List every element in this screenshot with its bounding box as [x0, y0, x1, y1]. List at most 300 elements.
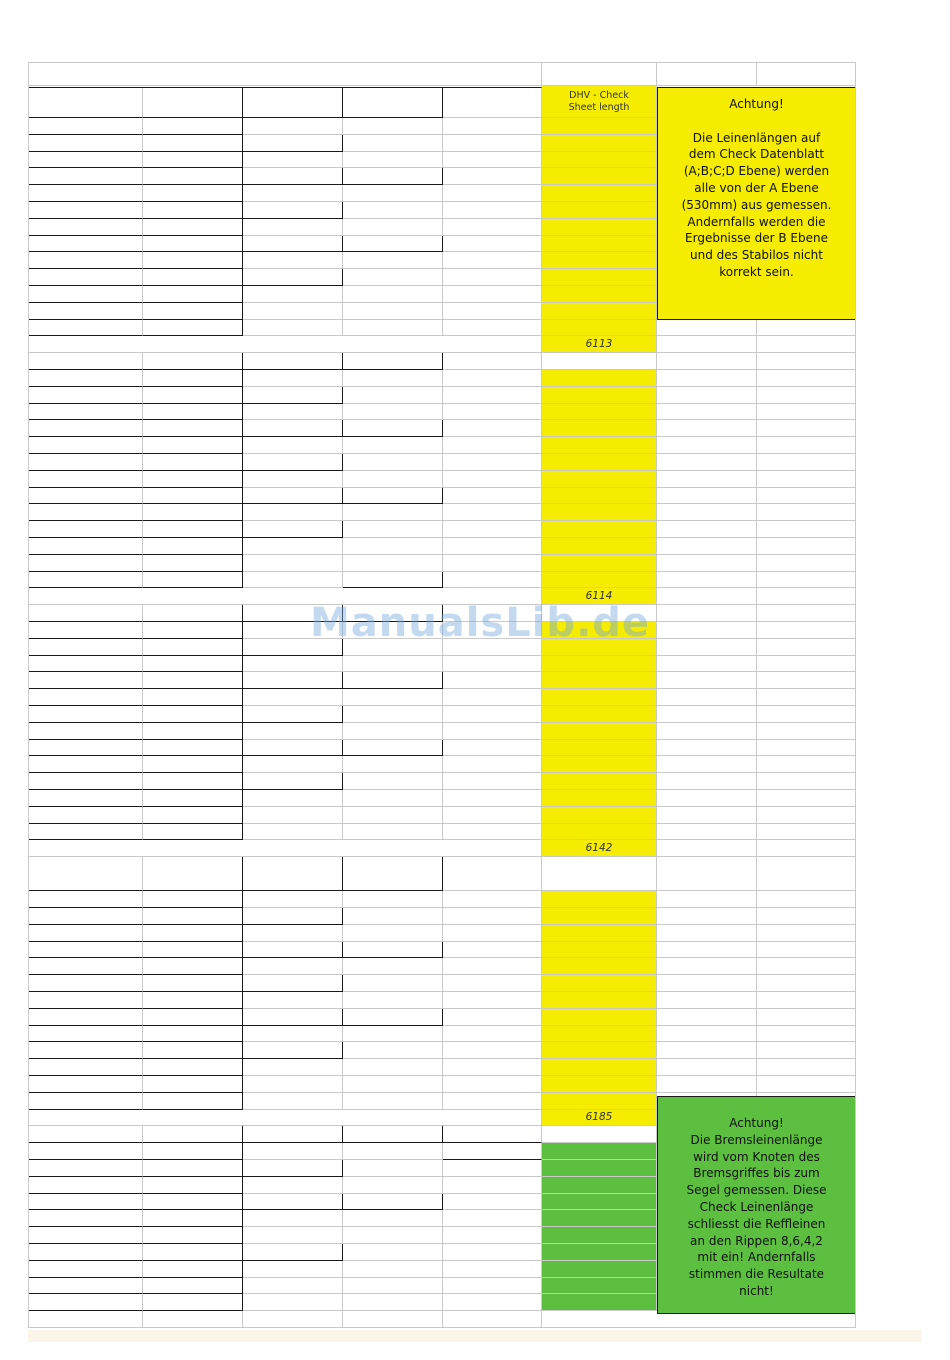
blank-cell	[757, 454, 856, 471]
value-cell	[143, 639, 243, 656]
value-cell	[443, 185, 542, 202]
check-length-cell	[542, 236, 657, 253]
check-length-cell	[542, 471, 657, 488]
value-cell	[343, 1026, 443, 1043]
value-cell	[443, 656, 542, 673]
value-cell	[443, 807, 542, 824]
row-label	[28, 437, 143, 454]
check-length-cell	[542, 420, 657, 437]
value-cell	[443, 420, 542, 437]
blank-cell	[757, 891, 856, 908]
value-cell	[343, 958, 443, 975]
blank-cell	[657, 756, 757, 773]
blank-cell	[343, 1311, 443, 1328]
blank-cell	[757, 790, 856, 807]
value-cell	[443, 521, 542, 538]
value-cell	[343, 219, 443, 236]
value-cell	[143, 656, 243, 673]
value-cell	[343, 471, 443, 488]
value-cell	[443, 740, 542, 757]
value-cell	[243, 740, 343, 757]
check-length-cell	[542, 807, 657, 824]
value-cell	[143, 420, 243, 437]
value-cell	[343, 1160, 443, 1177]
value-cell	[343, 370, 443, 387]
row-label	[28, 1261, 143, 1278]
check-length-cell	[542, 303, 657, 320]
row-label	[28, 773, 143, 790]
row-label	[28, 958, 143, 975]
value-cell	[143, 908, 243, 925]
value-cell	[443, 1126, 542, 1143]
value-cell	[243, 168, 343, 185]
value-cell	[243, 236, 343, 253]
blank-cell	[657, 437, 757, 454]
value-cell	[143, 437, 243, 454]
value-cell	[243, 891, 343, 908]
value-cell	[443, 672, 542, 689]
value-cell	[143, 504, 243, 521]
value-cell	[343, 656, 443, 673]
check-length-cell	[542, 790, 657, 807]
blank-cell	[657, 740, 757, 757]
row-label	[28, 1143, 143, 1160]
blank-cell	[657, 992, 757, 1009]
value-cell	[243, 1244, 343, 1261]
value-cell	[343, 1194, 443, 1211]
row-label	[28, 269, 143, 286]
check-length-cell	[542, 1261, 657, 1278]
row-label	[28, 555, 143, 572]
value-cell	[243, 1042, 343, 1059]
value-cell	[443, 908, 542, 925]
value-cell	[443, 1042, 542, 1059]
value-cell	[243, 269, 343, 286]
value-cell	[443, 471, 542, 488]
check-length-cell	[542, 370, 657, 387]
check-length-cell	[542, 219, 657, 236]
value-cell	[343, 454, 443, 471]
value-cell	[343, 672, 443, 689]
value-cell	[443, 891, 542, 908]
value-cell	[143, 1076, 243, 1093]
row-label	[28, 975, 143, 992]
blank-cell	[757, 521, 856, 538]
value-cell	[343, 1294, 443, 1311]
value-cell	[243, 404, 343, 421]
check-length-cell	[542, 1126, 657, 1143]
check-length-cell	[542, 353, 657, 370]
value-cell	[443, 975, 542, 992]
value-cell	[143, 353, 243, 370]
row-label	[28, 1278, 143, 1295]
check-length-cell	[542, 1227, 657, 1244]
check-length-cell	[542, 135, 657, 152]
blank-cell	[757, 622, 856, 639]
blank-cell	[657, 840, 757, 857]
check-cell: 6142	[542, 840, 657, 857]
value-cell	[143, 756, 243, 773]
row-label	[28, 152, 143, 169]
value-cell	[443, 1093, 542, 1110]
blank-cell	[657, 471, 757, 488]
value-cell	[243, 252, 343, 269]
value-cell	[143, 689, 243, 706]
row-label	[28, 1026, 143, 1043]
row-label	[28, 168, 143, 185]
value-cell	[443, 925, 542, 942]
row-label	[28, 454, 143, 471]
row-label	[28, 857, 143, 891]
blank-cell	[757, 1076, 856, 1093]
value-cell	[343, 1261, 443, 1278]
value-cell	[143, 807, 243, 824]
value-cell	[143, 958, 243, 975]
section-title	[28, 840, 542, 857]
value-cell	[443, 1244, 542, 1261]
value-cell	[243, 1026, 343, 1043]
row-label	[28, 723, 143, 740]
value-cell	[143, 1059, 243, 1076]
blank-cell	[657, 639, 757, 656]
value-cell	[243, 756, 343, 773]
value-cell	[343, 555, 443, 572]
value-cell	[243, 1278, 343, 1295]
value-cell	[343, 1059, 443, 1076]
blank-cell	[657, 370, 757, 387]
value-cell	[343, 152, 443, 169]
check-length-cell	[542, 1194, 657, 1211]
value-cell	[243, 723, 343, 740]
blank-cell	[657, 689, 757, 706]
value-cell	[443, 1143, 542, 1160]
blank-cell	[657, 336, 757, 353]
row-label	[28, 370, 143, 387]
value-cell	[443, 1009, 542, 1026]
value-cell	[443, 320, 542, 337]
blank-cell	[657, 1042, 757, 1059]
value-cell	[443, 723, 542, 740]
check-length-cell	[542, 454, 657, 471]
blank-cell	[757, 1009, 856, 1026]
value-cell	[443, 1194, 542, 1211]
blank-cell	[657, 857, 757, 891]
value-cell	[143, 185, 243, 202]
value-cell	[343, 252, 443, 269]
check-length-cell	[542, 706, 657, 723]
blank-cell	[757, 689, 856, 706]
row-label	[28, 908, 143, 925]
check-length-cell	[542, 504, 657, 521]
value-cell	[243, 672, 343, 689]
blank-cell	[757, 420, 856, 437]
blank-cell	[757, 504, 856, 521]
value-cell	[443, 404, 542, 421]
value-cell	[243, 353, 343, 370]
value-cell	[443, 756, 542, 773]
blank-cell	[757, 908, 856, 925]
blank-cell	[757, 320, 856, 337]
blank-cell	[143, 1311, 243, 1328]
value-cell	[143, 387, 243, 404]
value-cell	[243, 521, 343, 538]
value-cell	[243, 689, 343, 706]
blank-cell	[657, 320, 757, 337]
value-cell	[343, 236, 443, 253]
value-cell	[343, 1126, 443, 1143]
row-label	[28, 504, 143, 521]
row-label	[28, 1227, 143, 1244]
row-label	[28, 303, 143, 320]
check-cell: 6113	[542, 336, 657, 353]
check-length-cell	[542, 168, 657, 185]
row-label	[28, 202, 143, 219]
value-cell	[343, 790, 443, 807]
check-length-cell	[542, 185, 657, 202]
value-cell	[343, 1042, 443, 1059]
value-cell	[143, 135, 243, 152]
value-cell	[343, 118, 443, 135]
value-cell	[143, 723, 243, 740]
blank-cell	[657, 773, 757, 790]
page-bottom-strip	[28, 1330, 922, 1342]
value-cell	[143, 471, 243, 488]
value-cell	[343, 1227, 443, 1244]
row-label	[28, 1160, 143, 1177]
value-cell	[143, 622, 243, 639]
value-cell	[143, 740, 243, 757]
row-label	[28, 622, 143, 639]
value-cell	[243, 807, 343, 824]
value-cell	[343, 437, 443, 454]
check-length-cell	[542, 286, 657, 303]
check-length-cell	[542, 1177, 657, 1194]
blank-cell	[757, 336, 856, 353]
value-cell	[143, 1227, 243, 1244]
value-cell	[143, 824, 243, 841]
blank-cell	[757, 840, 856, 857]
blank-cell	[657, 723, 757, 740]
blank-cell	[757, 807, 856, 824]
value-cell	[143, 488, 243, 505]
value-cell	[143, 857, 243, 891]
check-length-cell	[542, 656, 657, 673]
check-length-cell	[542, 1278, 657, 1295]
blank-cell	[657, 908, 757, 925]
value-cell	[243, 152, 343, 169]
value-cell	[443, 135, 542, 152]
value-cell	[443, 773, 542, 790]
blank-cell	[757, 706, 856, 723]
value-cell	[143, 1210, 243, 1227]
blank-cell	[757, 370, 856, 387]
value-cell	[443, 252, 542, 269]
value-cell	[443, 790, 542, 807]
check-length-cell	[542, 975, 657, 992]
value-cell	[343, 1093, 443, 1110]
check-length-cell	[542, 118, 657, 135]
value-cell	[443, 118, 542, 135]
row-label	[28, 572, 143, 589]
blank-cell	[657, 588, 757, 605]
row-label	[28, 807, 143, 824]
value-cell	[343, 807, 443, 824]
value-cell	[143, 538, 243, 555]
value-cell	[243, 1294, 343, 1311]
blank-cell	[443, 1311, 542, 1328]
blank-cell	[757, 723, 856, 740]
blank-cell	[657, 790, 757, 807]
value-cell	[243, 1076, 343, 1093]
value-cell	[243, 1160, 343, 1177]
section-title	[28, 1110, 542, 1127]
blank-cell	[757, 857, 856, 891]
value-cell	[143, 269, 243, 286]
value-cell	[243, 1059, 343, 1076]
value-cell	[143, 303, 243, 320]
row-label	[28, 1076, 143, 1093]
value-cell	[143, 1244, 243, 1261]
value-cell	[343, 975, 443, 992]
value-cell	[243, 975, 343, 992]
check-length-cell	[542, 202, 657, 219]
value-cell	[343, 135, 443, 152]
value-cell	[243, 572, 343, 589]
check-length-cell	[542, 1009, 657, 1026]
blank-cell	[757, 824, 856, 841]
blank-cell	[757, 958, 856, 975]
blank-cell	[657, 454, 757, 471]
blank-cell	[757, 639, 856, 656]
check-length-cell	[542, 925, 657, 942]
blank-cell	[757, 1059, 856, 1076]
check-length-cell	[542, 404, 657, 421]
check-length-cell	[542, 387, 657, 404]
row-label	[28, 185, 143, 202]
value-cell	[143, 252, 243, 269]
value-cell	[243, 437, 343, 454]
check-length-cell	[542, 437, 657, 454]
check-length-cell	[542, 252, 657, 269]
row-label	[28, 605, 143, 622]
value-cell	[243, 908, 343, 925]
blank-cell	[757, 975, 856, 992]
row-label	[28, 521, 143, 538]
value-cell	[143, 454, 243, 471]
check-cell: 6185	[542, 1110, 657, 1127]
blank-cell	[657, 807, 757, 824]
blank-cell	[657, 521, 757, 538]
value-cell	[243, 504, 343, 521]
value-cell	[343, 572, 443, 589]
check-length-cell	[542, 857, 657, 891]
value-cell	[143, 219, 243, 236]
value-cell	[343, 185, 443, 202]
check-length-cell	[542, 1143, 657, 1160]
value-cell	[243, 538, 343, 555]
check-cell: 6114	[542, 588, 657, 605]
value-cell	[443, 689, 542, 706]
check-length-cell	[542, 740, 657, 757]
blank-cell	[757, 773, 856, 790]
check-length-cell	[542, 572, 657, 589]
check-length-cell	[542, 1026, 657, 1043]
value-cell	[343, 1143, 443, 1160]
check-length-cell	[542, 152, 657, 169]
blank-cell	[657, 1009, 757, 1026]
blank-cell	[28, 1311, 143, 1328]
row-label	[28, 992, 143, 1009]
check-length-cell	[542, 1093, 657, 1110]
value-cell	[243, 471, 343, 488]
value-cell	[443, 1160, 542, 1177]
row-label	[28, 404, 143, 421]
row-label	[28, 1042, 143, 1059]
row-label	[28, 219, 143, 236]
value-cell	[443, 286, 542, 303]
blank-cell	[657, 605, 757, 622]
blank-cell	[757, 471, 856, 488]
blank-cell	[657, 942, 757, 959]
value-cell	[343, 1278, 443, 1295]
value-cell	[143, 202, 243, 219]
check-length-cell	[542, 1059, 657, 1076]
value-cell	[443, 88, 542, 118]
row-label	[28, 1009, 143, 1026]
value-cell	[443, 1026, 542, 1043]
section-title	[28, 70, 542, 88]
value-cell	[343, 689, 443, 706]
value-cell	[143, 942, 243, 959]
blank-cell	[657, 891, 757, 908]
row-label	[28, 118, 143, 135]
blank-cell	[657, 353, 757, 370]
check-length-cell	[542, 672, 657, 689]
value-cell	[243, 454, 343, 471]
check-length-cell	[542, 269, 657, 286]
blank-cell	[657, 1026, 757, 1043]
blank-cell	[657, 555, 757, 572]
value-cell	[343, 387, 443, 404]
blank-cell	[657, 1059, 757, 1076]
value-cell	[443, 303, 542, 320]
value-cell	[443, 504, 542, 521]
value-cell	[443, 168, 542, 185]
blank-cell	[657, 925, 757, 942]
value-cell	[343, 303, 443, 320]
value-cell	[143, 925, 243, 942]
value-cell	[143, 706, 243, 723]
check-length-cell	[542, 488, 657, 505]
value-cell	[243, 88, 343, 118]
value-cell	[143, 1143, 243, 1160]
value-cell	[143, 521, 243, 538]
value-cell	[243, 320, 343, 337]
value-cell	[443, 353, 542, 370]
value-cell	[143, 286, 243, 303]
value-cell	[443, 202, 542, 219]
blank-cell	[757, 942, 856, 959]
value-cell	[143, 992, 243, 1009]
check-length-cell	[542, 756, 657, 773]
blank-cell	[757, 672, 856, 689]
blank-cell	[243, 1311, 343, 1328]
value-cell	[343, 504, 443, 521]
value-cell	[143, 236, 243, 253]
row-label	[28, 1210, 143, 1227]
value-cell	[243, 1210, 343, 1227]
value-cell	[343, 521, 443, 538]
